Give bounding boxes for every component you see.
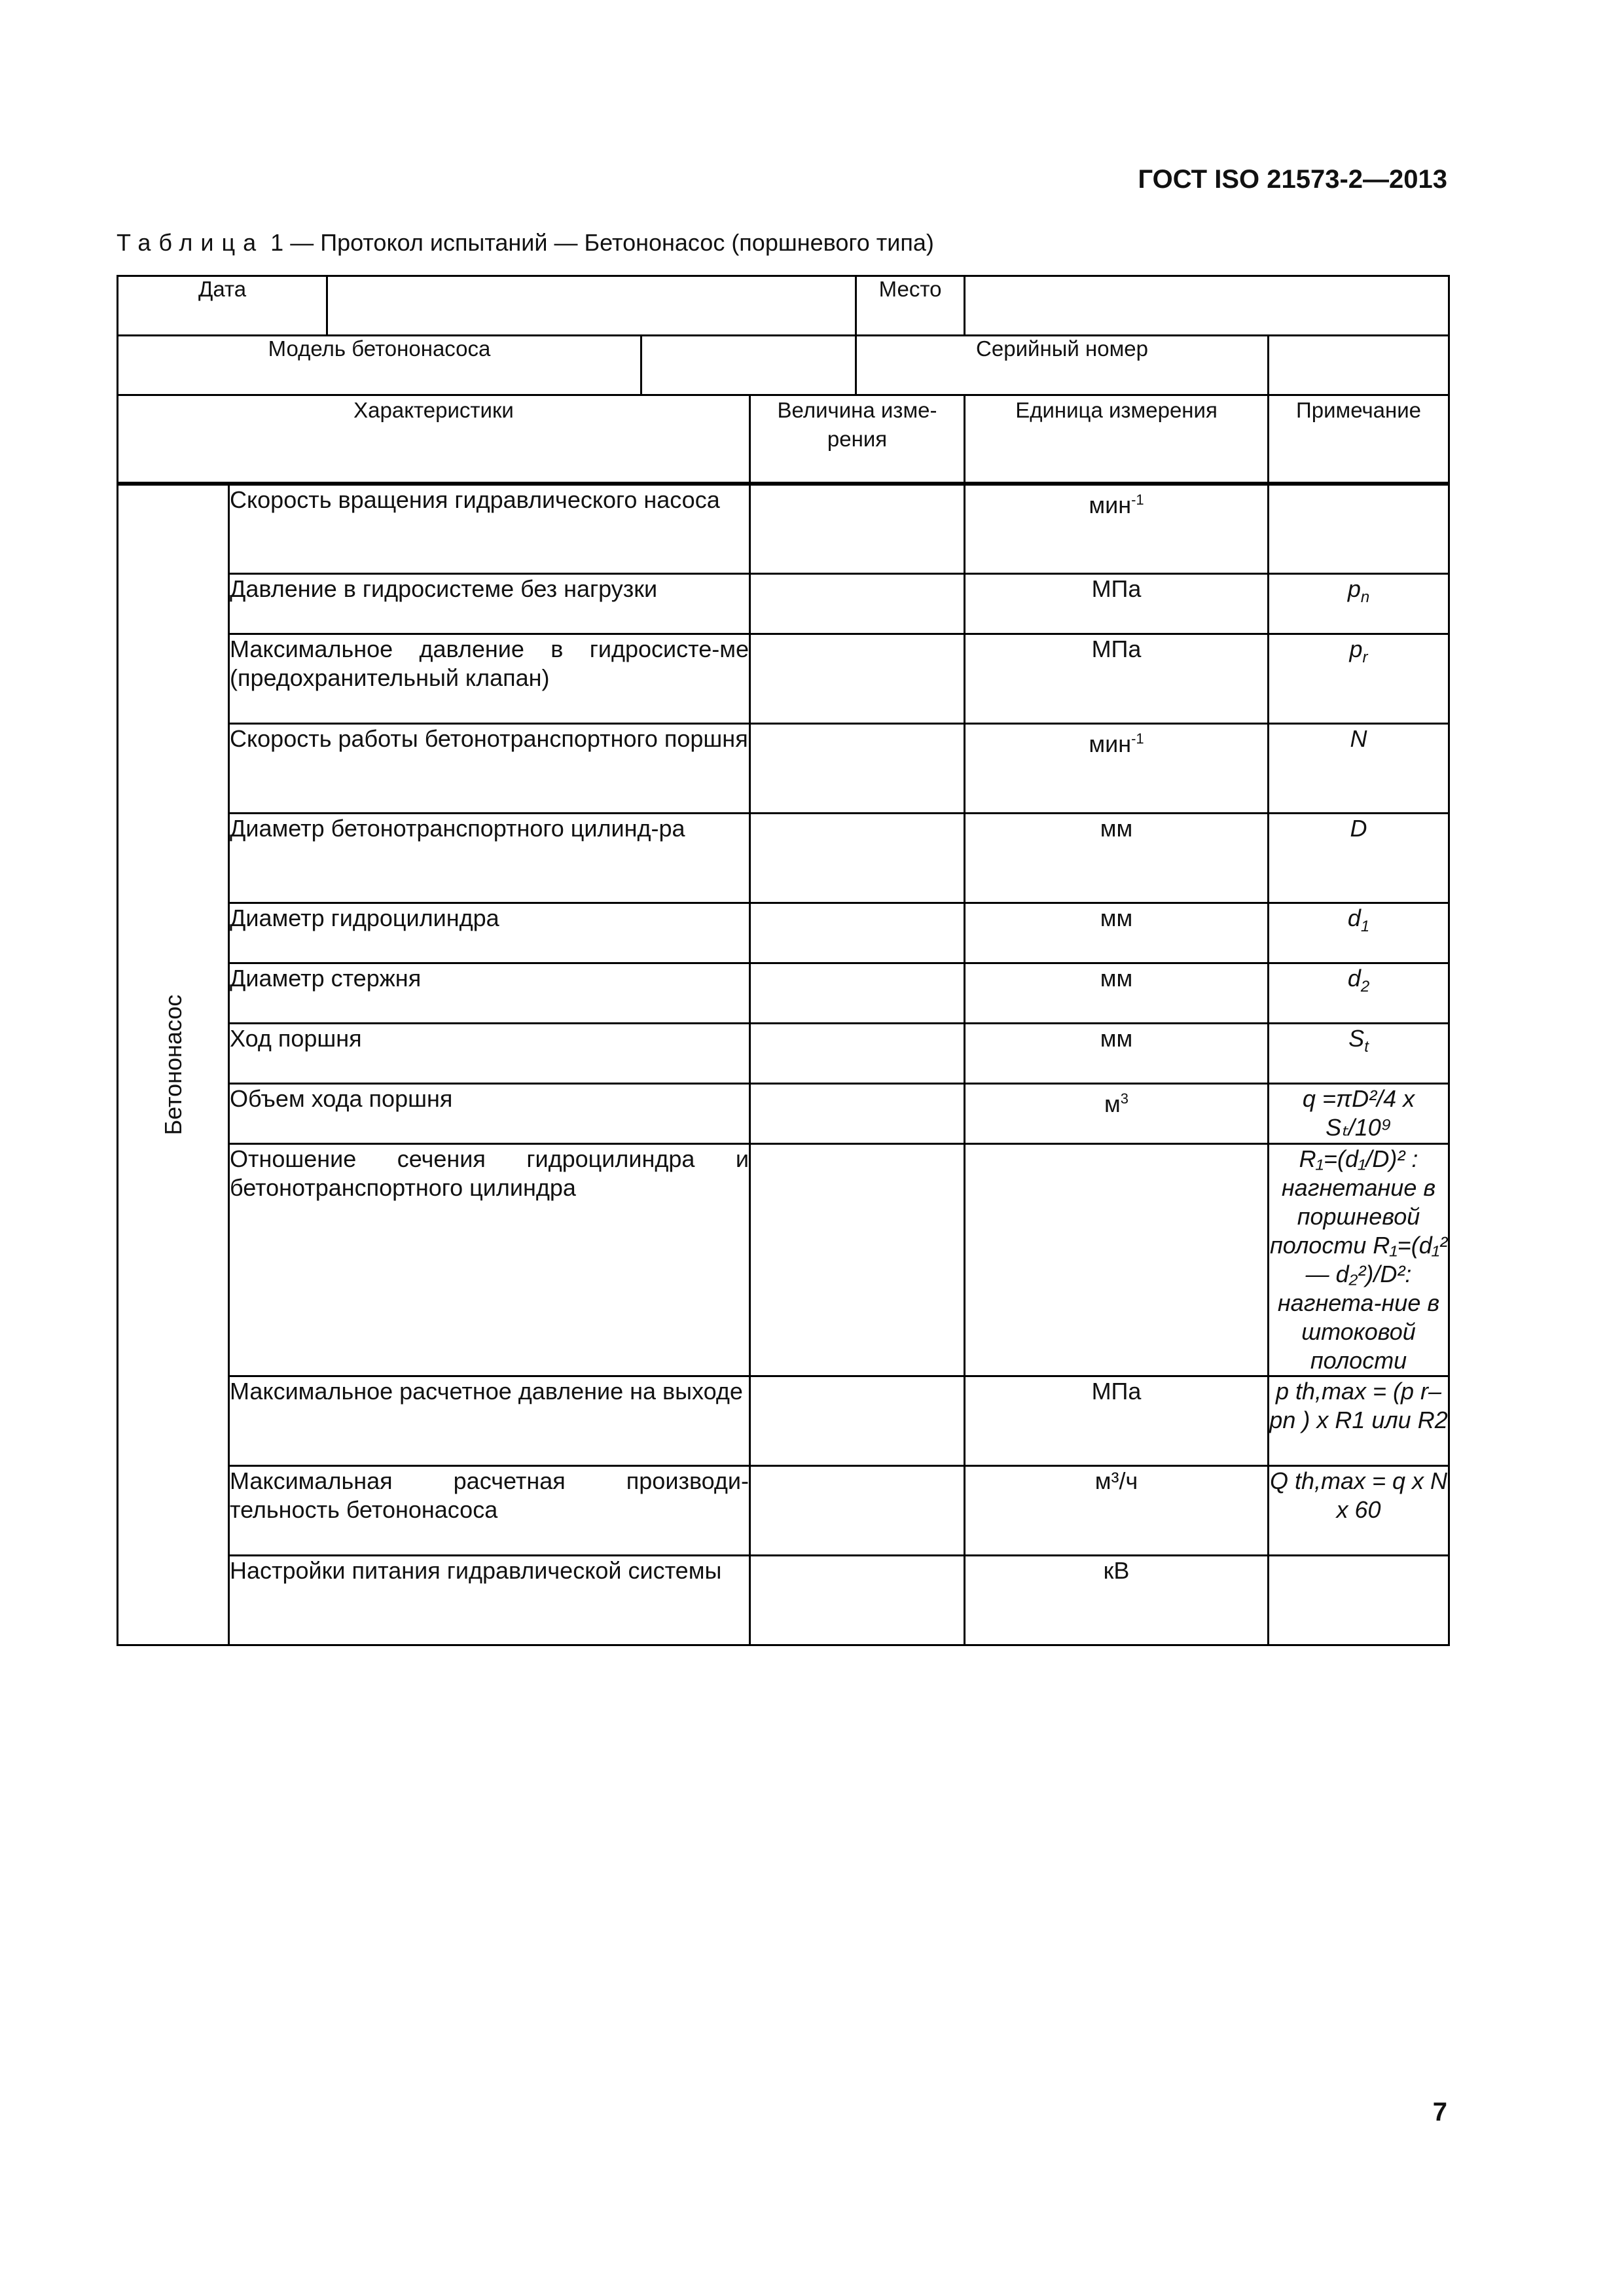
row-characteristic: Отношение сечения гидроцилиндра и бетонотранспортного цилиндра bbox=[229, 1143, 750, 1376]
row-unit-text: МПа bbox=[1091, 575, 1142, 602]
row-note bbox=[1269, 1083, 1449, 1143]
header-value-text: Величина изме-рения bbox=[777, 398, 937, 451]
row-unit-text: мм bbox=[1100, 964, 1133, 992]
header-unit: Единица измерения bbox=[965, 395, 1269, 484]
row-unit bbox=[965, 1143, 1269, 1376]
row-note-text: N bbox=[1350, 725, 1367, 752]
date-label: Дата bbox=[118, 276, 327, 336]
row-characteristic: Настройки питания гидравлической системы bbox=[229, 1555, 750, 1645]
row-value-cell[interactable] bbox=[750, 1555, 965, 1645]
table-caption-number: 1 bbox=[270, 229, 284, 256]
row-unit-text: мм bbox=[1100, 1024, 1133, 1052]
row-unit-text: м³/ч bbox=[1094, 1467, 1138, 1494]
row-value-cell[interactable] bbox=[750, 1465, 965, 1555]
row-unit bbox=[965, 484, 1269, 573]
table-row bbox=[118, 1023, 1449, 1083]
row-unit-exponent: 3 bbox=[1120, 1090, 1129, 1107]
table-row bbox=[118, 813, 1449, 903]
row-unit-text: мм bbox=[1100, 904, 1133, 931]
row-value-cell[interactable] bbox=[750, 573, 965, 634]
row-unit bbox=[965, 963, 1269, 1023]
row-unit-text: м bbox=[1104, 1090, 1121, 1117]
page-number: 7 bbox=[1432, 2098, 1447, 2126]
row-value-cell[interactable] bbox=[750, 484, 965, 573]
table-row bbox=[118, 903, 1449, 963]
row-note-subscript: t bbox=[1364, 1037, 1369, 1056]
row-value-cell[interactable] bbox=[750, 634, 965, 723]
group-label-cell bbox=[118, 484, 229, 1645]
row-value-cell[interactable] bbox=[750, 723, 965, 813]
row-note-subscript: 2 bbox=[1360, 977, 1370, 996]
table-row-model-serial bbox=[118, 336, 1449, 395]
row-note bbox=[1269, 1376, 1449, 1465]
row-note bbox=[1269, 813, 1449, 903]
row-note bbox=[1269, 573, 1449, 634]
row-characteristic: Диаметр стержня bbox=[229, 963, 750, 1023]
table-row bbox=[118, 1555, 1449, 1645]
table-body bbox=[118, 484, 1449, 1645]
row-characteristic: Скорость работы бетонотранспортного поршня bbox=[229, 723, 750, 813]
header-characteristics: Характеристики bbox=[118, 395, 750, 484]
table-row bbox=[118, 1143, 1449, 1376]
row-note-text: Q th,max = q x N x 60 bbox=[1269, 1467, 1448, 1523]
date-value-cell[interactable] bbox=[327, 276, 856, 336]
row-note-text: S bbox=[1348, 1024, 1365, 1052]
row-unit-exponent: -1 bbox=[1131, 492, 1144, 508]
row-value-cell[interactable] bbox=[750, 1023, 965, 1083]
row-note bbox=[1269, 1465, 1449, 1555]
row-note-text: D bbox=[1350, 814, 1367, 842]
row-unit-text: мин bbox=[1089, 492, 1132, 518]
row-unit bbox=[965, 1376, 1269, 1465]
test-protocol-table bbox=[117, 275, 1450, 1646]
table-caption-text: — Протокол испытаний — Бетононасос (поршневого типа) bbox=[290, 229, 934, 256]
header-note: Примечание bbox=[1269, 395, 1449, 484]
row-value-cell[interactable] bbox=[750, 963, 965, 1023]
table-row bbox=[118, 723, 1449, 813]
row-unit bbox=[965, 1083, 1269, 1143]
table-row bbox=[118, 1376, 1449, 1465]
row-unit bbox=[965, 723, 1269, 813]
row-value-cell[interactable] bbox=[750, 1143, 965, 1376]
serial-value-cell[interactable] bbox=[1269, 336, 1449, 395]
row-unit-exponent: -1 bbox=[1131, 730, 1144, 747]
row-note bbox=[1269, 634, 1449, 723]
table-row bbox=[118, 1083, 1449, 1143]
table-row bbox=[118, 634, 1449, 723]
row-characteristic: Диаметр бетонотранспортного цилинд-ра bbox=[229, 813, 750, 903]
row-unit bbox=[965, 813, 1269, 903]
place-value-cell[interactable] bbox=[965, 276, 1449, 336]
row-unit-text: кВ bbox=[1103, 1556, 1130, 1584]
row-characteristic: Скорость вращения гидравлического насоса bbox=[229, 484, 750, 573]
row-unit bbox=[965, 903, 1269, 963]
row-note-text: R₁=(d₁/D)² : нагнетание в поршневой полости R₁=(d₁² — d₂²)/D²: нагнета-ние в штоковой полости bbox=[1269, 1145, 1448, 1374]
table-row bbox=[118, 1465, 1449, 1555]
row-note-subscript: 1 bbox=[1360, 917, 1370, 935]
row-value-cell[interactable] bbox=[750, 1083, 965, 1143]
serial-label: Серийный номер bbox=[856, 336, 1269, 395]
row-note-text: q =πD²/4 x Sₜ/10⁹ bbox=[1302, 1085, 1415, 1141]
row-note bbox=[1269, 963, 1449, 1023]
row-note bbox=[1269, 1143, 1449, 1376]
row-characteristic: Объем хода поршня bbox=[229, 1083, 750, 1143]
row-note bbox=[1269, 903, 1449, 963]
row-characteristic: Ход поршня bbox=[229, 1023, 750, 1083]
row-note bbox=[1269, 484, 1449, 573]
row-note-text: p bbox=[1349, 635, 1363, 662]
row-unit bbox=[965, 573, 1269, 634]
table-row-date-place bbox=[118, 276, 1449, 336]
model-label: Модель бетононасоса bbox=[118, 336, 641, 395]
place-label: Место bbox=[856, 276, 965, 336]
row-characteristic: Диаметр гидроцилиндра bbox=[229, 903, 750, 963]
row-unit-text: мм bbox=[1100, 814, 1133, 842]
row-characteristic: Давление в гидросистеме без нагрузки bbox=[229, 573, 750, 634]
header-value bbox=[750, 395, 965, 484]
row-value-cell[interactable] bbox=[750, 813, 965, 903]
row-unit bbox=[965, 1023, 1269, 1083]
table-caption-label: Таблица bbox=[117, 229, 264, 256]
row-characteristic: Максимальное расчетное давление на выходе bbox=[229, 1376, 750, 1465]
group-label: Бетононасос bbox=[159, 994, 187, 1136]
row-unit-text: МПа bbox=[1091, 635, 1142, 662]
row-note-subscript: r bbox=[1362, 648, 1368, 666]
row-characteristic: Максимальное давление в гидросисте-ме (предохранительный клапан) bbox=[229, 634, 750, 723]
table-caption bbox=[117, 229, 934, 257]
table-row bbox=[118, 484, 1449, 573]
document-number: ГОСТ ISO 21573-2—2013 bbox=[1138, 165, 1447, 194]
row-note-text: d bbox=[1347, 904, 1361, 931]
row-characteristic: Максимальная расчетная производи-тельность бетононасоса bbox=[229, 1465, 750, 1555]
table-column-headers bbox=[118, 395, 1449, 484]
row-unit bbox=[965, 634, 1269, 723]
row-note bbox=[1269, 1555, 1449, 1645]
row-note bbox=[1269, 1023, 1449, 1083]
row-value-cell[interactable] bbox=[750, 903, 965, 963]
row-note-text: p th,max = (p r– pn ) x R1 или R2 bbox=[1269, 1377, 1448, 1433]
model-value-cell[interactable] bbox=[641, 336, 856, 395]
table-row bbox=[118, 573, 1449, 634]
row-unit bbox=[965, 1555, 1269, 1645]
row-note-text: p bbox=[1347, 575, 1361, 602]
row-note-subscript: n bbox=[1360, 588, 1370, 606]
row-unit bbox=[965, 1465, 1269, 1555]
row-note bbox=[1269, 723, 1449, 813]
row-note-text: d bbox=[1347, 964, 1361, 992]
table-row bbox=[118, 963, 1449, 1023]
row-unit-text: МПа bbox=[1091, 1377, 1142, 1405]
row-value-cell[interactable] bbox=[750, 1376, 965, 1465]
row-unit-text: мин bbox=[1089, 730, 1132, 757]
